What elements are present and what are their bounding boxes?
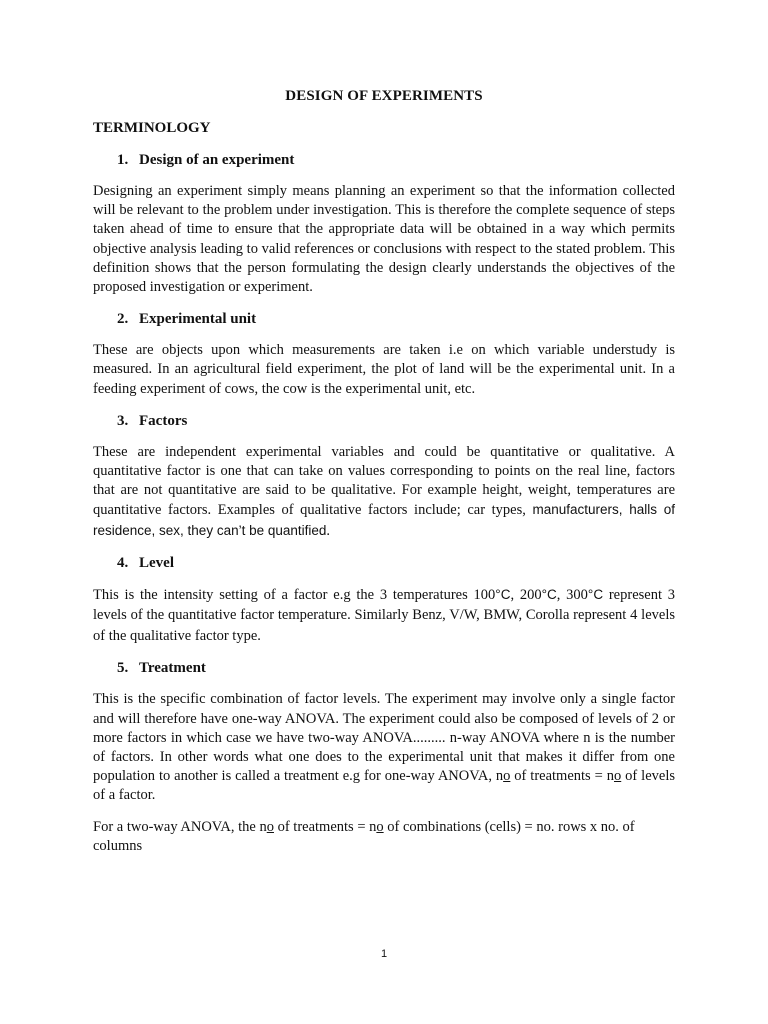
section-number: 2.: [117, 311, 129, 328]
temperature-unit: °C: [495, 586, 511, 602]
section-title: Experimental unit: [139, 311, 257, 328]
section-heading-factors: [117, 411, 675, 431]
paragraph-level: [93, 585, 675, 647]
paragraph-text: .: [326, 522, 331, 539]
section-title: Factors: [139, 412, 188, 429]
paragraph-text: of combinations (cells) = no. rows x no. of columns: [93, 818, 635, 854]
temperature-unit: °C: [541, 586, 557, 602]
section-heading-experimental-unit: [117, 309, 675, 329]
paragraph-text: represent 3 levels of the quantitative factor temperature. Similarly Benz, V/W, BMW, Corolla represent 4 levels of the qualitative factor type.: [93, 586, 676, 644]
underlined-o: o: [503, 768, 511, 785]
paragraph-text: This is the specific combination of factor levels. The experiment may involve only a single factor and will therefore have one-way ANOVA. The experiment could also be composed of levels of 2 or more factors in which case we have two-way ANOVA......... n-way ANOVA where n is the number of factors. In other words what one does to the experimental unit that makes it differ from one population to another is called a treatment e.g for one-way ANOVA, n: [93, 691, 675, 785]
paragraph-factors: [93, 443, 675, 541]
section-title: Level: [139, 554, 174, 571]
underlined-o: o: [376, 818, 384, 835]
paragraph-text: of treatments = n: [273, 818, 377, 835]
paragraph-experimental-unit: These are objects upon which measurements are taken i.e on which variable understudy is measured. In an agricultural field experiment, the plot of land will be the experimental unit. In a feeding experiment of cows, the cow is the experimental unit, etc.: [93, 342, 675, 397]
paragraph-text-alt-font: manufacturers, halls of residence, sex, they can’t be quantified: [93, 502, 675, 538]
section-title: Design of an experiment: [139, 152, 295, 168]
section-number: 5.: [117, 660, 129, 677]
paragraph-text: of levels of a factor.: [93, 768, 675, 804]
paragraph-text: of treatments = n: [510, 768, 614, 785]
paragraph-text: For a two-way ANOVA, the n: [93, 818, 267, 835]
terminology-heading: TERMINOLOGY: [93, 120, 211, 136]
section-number: 3.: [117, 412, 129, 429]
underlined-o: o: [613, 768, 622, 785]
paragraph-text: , 200: [510, 586, 542, 603]
document-title: DESIGN OF EXPERIMENTS: [285, 88, 483, 104]
page-number: 1: [380, 948, 388, 960]
section-heading-treatment: [117, 658, 675, 678]
paragraph-text: This is the intensity setting of a factor e.g the 3 temperatures 100: [93, 586, 496, 603]
section-title: Treatment: [139, 660, 206, 677]
temperature-unit: °C: [587, 586, 604, 602]
paragraph-text: These are independent experimental variables and could be quantitative or qualitative. A quantitative factor is one that can take on values corresponding to points on the real line, factors that are not quantitative are said to be qualitative. For example height, weight, temperatures are quantitative factors. Examples of qualitative factors include; car types,: [93, 443, 675, 519]
underlined-o: o: [266, 818, 274, 835]
document-body: [93, 86, 675, 868]
paragraph-two-way-anova: [93, 818, 675, 856]
paragraph-text: , 300: [556, 586, 588, 603]
section-heading-level: [117, 553, 675, 573]
paragraph-design-of-experiment: Designing an experiment simply means planning an experiment so that the information collected will be relevant to the problem under investigation. This is therefore the complete sequence of steps taken ahead of time to ensure that the appropriate data will be obtained in a way which permits objective analysis leading to valid references or conclusions with respect to the stated problem. This definition shows that the person formulating the design clearly understands the objectives of the proposed investigation or experiment.: [93, 183, 675, 296]
section-number: 1.: [117, 152, 129, 168]
section-heading-design-of-experiment: [117, 150, 675, 170]
section-number: 4.: [117, 554, 129, 571]
paragraph-treatment: [93, 690, 675, 805]
